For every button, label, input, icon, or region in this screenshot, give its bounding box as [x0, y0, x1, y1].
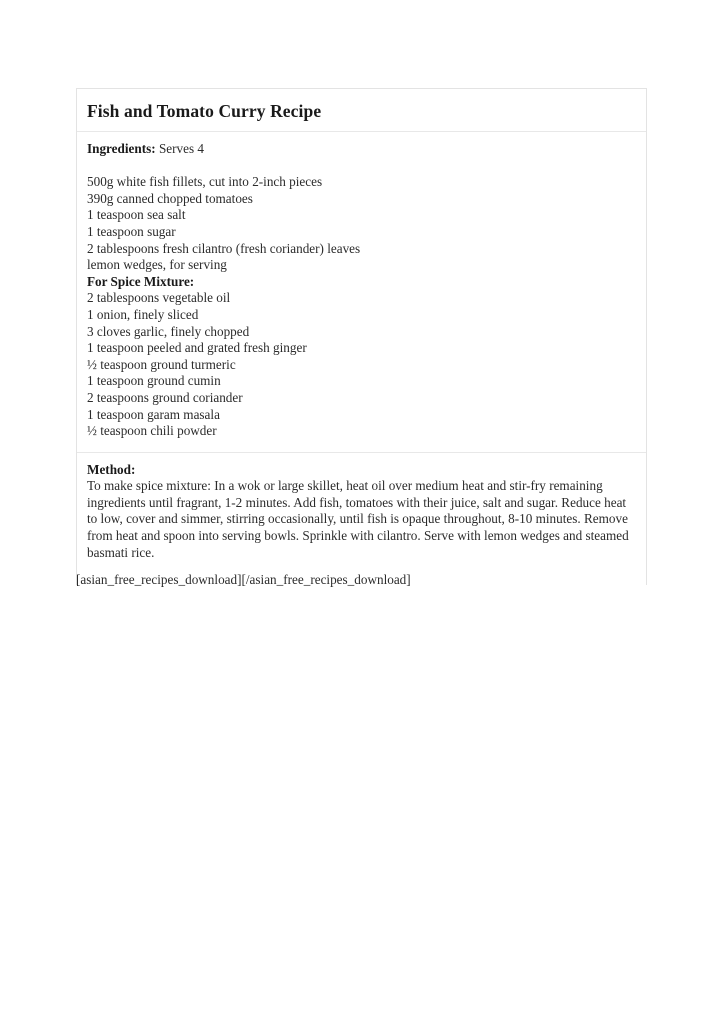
servings-value: Serves 4 [155, 141, 204, 156]
method-body: To make spice mixture: In a wok or large skillet, heat oil over medium heat and stir-fry remaining ingredients until fragrant, 1-2 minutes. Add fish, tomatoes with their juice, salt and sugar. Reduce heat to low, cover and simmer, stirring occasionally, until fish is opaque throughout, 8-10 minutes. Remove from heat and spoon into serving bowls. Sprinkle with cilantro. Serve with lemon wedges and steamed basmati rice. [87, 478, 629, 560]
ingredients-heading [87, 141, 636, 158]
ingredient-line: 1 onion, finely sliced [87, 306, 199, 322]
ingredient-line: 1 teaspoon peeled and grated fresh ginger [87, 340, 307, 356]
ingredient-line: 390g canned chopped tomatoes [87, 190, 253, 206]
ingredient-line: 1 teaspoon ground cumin [87, 373, 221, 389]
ingredient-line: 1 teaspoon sea salt [87, 207, 186, 223]
method-label: Method: [87, 461, 136, 477]
ingredients-section [77, 132, 646, 453]
ingredient-line: 3 cloves garlic, finely chopped [87, 323, 250, 339]
ingredient-line: 2 teaspoons ground coriander [87, 389, 243, 405]
ingredient-line: 2 tablespoons vegetable oil [87, 290, 231, 306]
ingredient-line: 1 teaspoon sugar [87, 223, 176, 239]
ingredient-line: 2 tablespoons fresh cilantro (fresh coriander) leaves [87, 240, 361, 256]
recipe-card [76, 88, 647, 585]
ingredients-label: Ingredients: [87, 141, 156, 156]
page-title: Fish and Tomato Curry Recipe [87, 101, 322, 121]
ingredient-line: lemon wedges, for serving [87, 257, 227, 273]
recipe-title-row [77, 89, 646, 132]
ingredients-list [87, 174, 636, 440]
ingredient-line: 1 teaspoon garam masala [87, 406, 220, 422]
ingredient-line: ½ teaspoon chili powder [87, 423, 217, 439]
method-section [77, 453, 646, 572]
ingredients-spacer [87, 158, 636, 175]
shortcode-footer: [asian_free_recipes_download][/asian_free_recipes_download] [76, 572, 411, 587]
ingredient-line: ½ teaspoon ground turmeric [87, 356, 236, 372]
ingredient-line: 500g white fish fillets, cut into 2-inch pieces [87, 174, 323, 190]
ingredient-line: For Spice Mixture: [87, 273, 195, 289]
